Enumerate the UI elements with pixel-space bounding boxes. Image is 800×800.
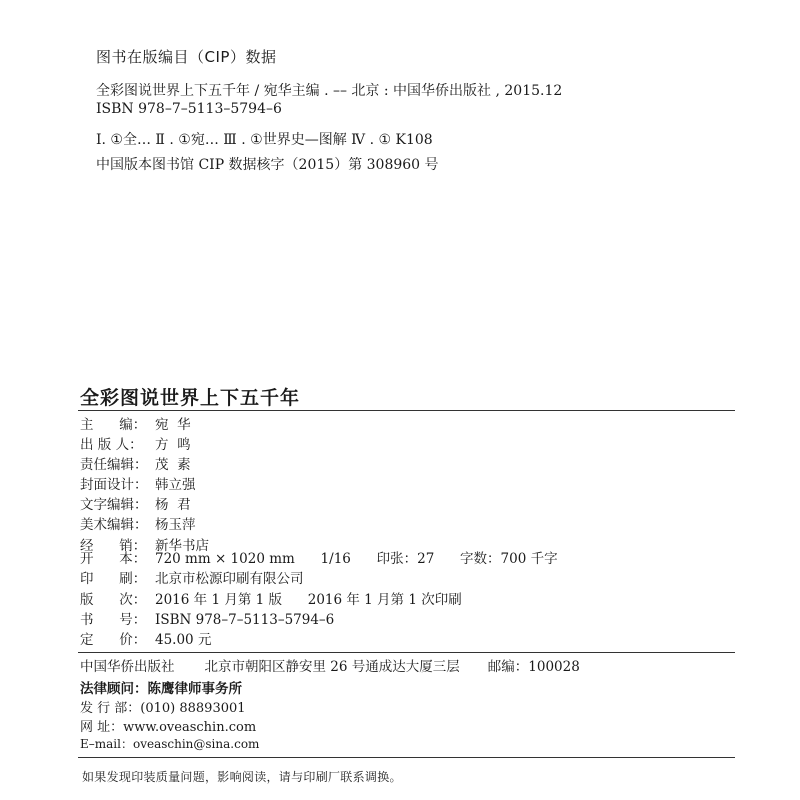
title-divider [78,410,735,411]
publisher-postcode: 邮编：100028 [487,659,580,675]
cip-record-number-line: 中国版本图书馆 CIP 数据核字（2015）第 308960 号 [96,157,439,173]
publisher-address: 北京市朝阳区静安里 26 号通成达大厦三层 [204,659,460,675]
credit-label: 印 刷： [80,571,147,587]
book-title: 全彩图说世界上下五千年 [80,387,301,409]
credit-row-format [80,549,558,569]
credit-label: 定 价： [80,632,147,648]
publisher-divider [78,652,735,653]
credit-label: 美术编辑： [80,517,148,533]
website[interactable]: 网 址：www.oveaschin.com [80,720,257,735]
cip-heading: 图书在版编目（CIP）数据 [96,48,277,66]
credit-value: 45.00 元 [155,632,212,648]
credit-value: 宛 华 [155,417,191,433]
credit-value: 北京市松源印刷有限公司 [155,571,304,587]
credit-value: 茂 素 [155,457,191,473]
credit-row-editor [80,415,191,435]
credit-value: 720 mm × 1020 mm 1/16 印张：27 字数：700 千字 [155,551,558,567]
credit-label: 主 编： [80,417,147,433]
credit-value: ISBN 978–7–5113–5794–6 [155,612,335,628]
credit-value: 韩立强 [155,477,196,493]
credit-row-edition [80,590,462,610]
credit-row-art-editor [80,515,196,535]
cip-catalog-line: 全彩图说世界上下五千年 / 宛华主编 . –– 北京 : 中国华侨出版社 , 2015.12 [96,83,563,99]
legal-counsel: 法律顾问：陈鹰律师事务所 [80,681,242,697]
credit-value: 方 鸣 [155,437,191,453]
credit-label: 版 次： [80,592,147,608]
email[interactable]: E–mail：oveaschin@sina.com [80,737,260,751]
credit-label: 开 本： [80,551,147,567]
credit-row-publisher-person [80,435,191,455]
notice-divider [78,757,735,758]
print-quality-notice: 如果发现印装质量问题，影响阅读，请与印刷厂联系调换。 [82,770,402,784]
credit-label: 文字编辑： [80,497,148,513]
credit-row-text-editor [80,495,191,515]
cip-classification-line: Ⅰ. ①全… Ⅱ . ①宛… Ⅲ . ①世界史—图解 Ⅳ . ① K108 [96,132,433,148]
publisher-row [80,655,580,675]
credit-value: 杨玉萍 [155,517,196,533]
credit-label: 书 号： [80,612,147,628]
credit-row-isbn [80,610,334,630]
credit-row-printer [80,569,304,589]
credit-label: 封面设计： [80,477,148,493]
distribution-phone: 发 行 部：(010) 88893001 [80,701,246,716]
credit-value: 2016 年 1 月第 1 版 2016 年 1 月第 1 次印刷 [155,592,462,608]
credit-row-price [80,630,211,650]
credit-row-responsible-editor [80,455,191,475]
credit-label: 责任编辑： [80,457,148,473]
credit-value: 新华书店 [155,538,209,554]
credit-row-cover-design [80,475,196,495]
cip-isbn-line: ISBN 978–7–5113–5794–6 [96,101,282,117]
publisher-name: 中国华侨出版社 [80,659,175,675]
credit-label: 出 版 人： [80,437,143,453]
credit-value: 杨 君 [155,497,191,513]
credit-label: 经 销： [80,538,147,554]
